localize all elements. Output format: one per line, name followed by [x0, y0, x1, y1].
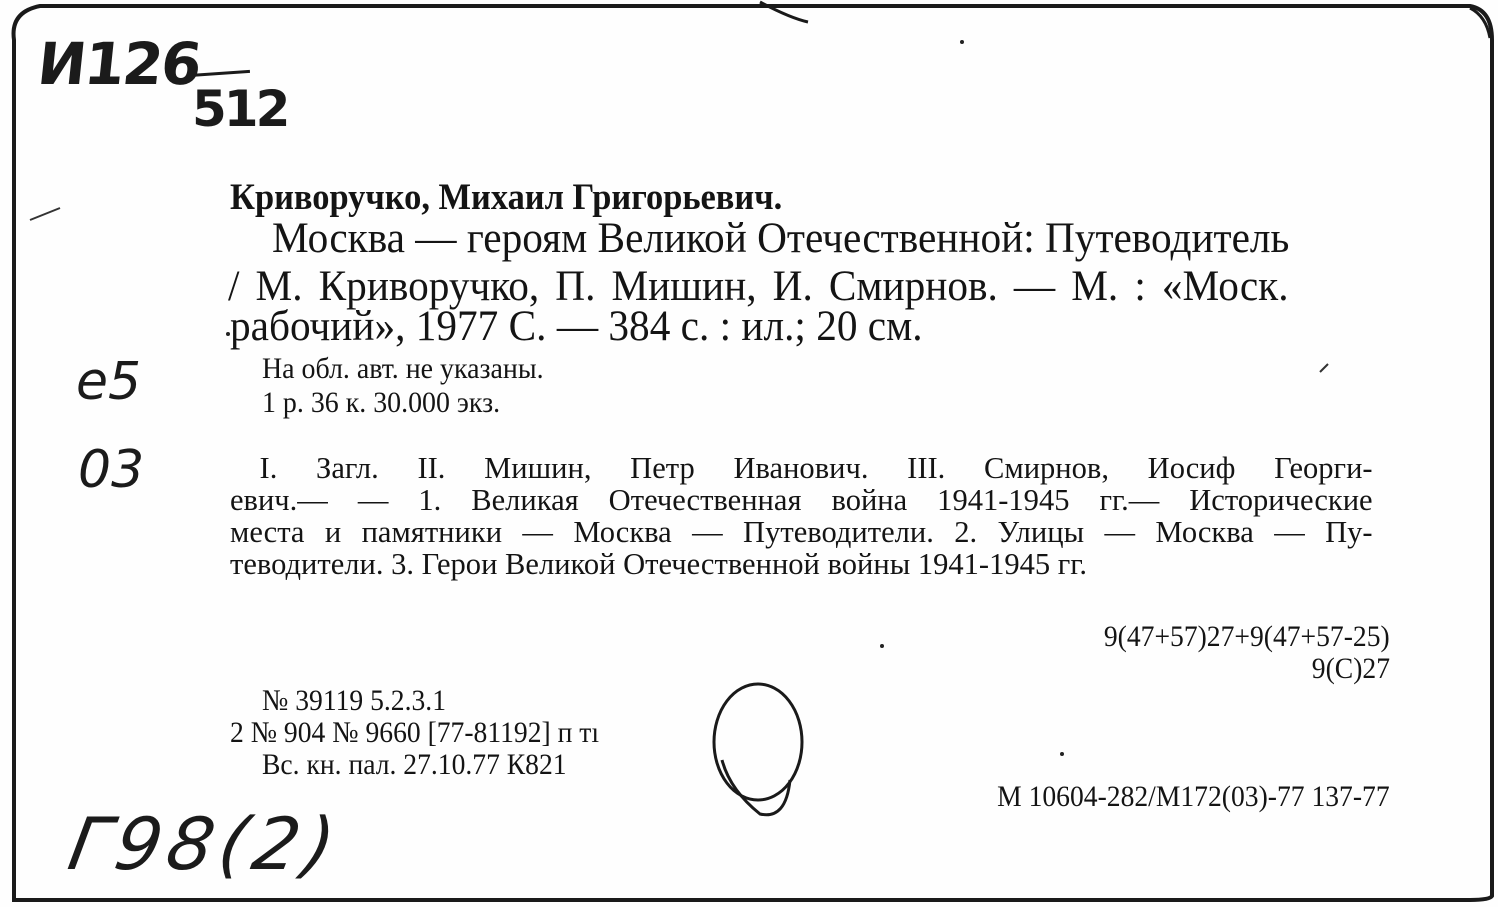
handwritten-mark-1: е5 [76, 352, 142, 412]
handwritten-call-number: И126 [34, 30, 204, 98]
tracing-line: евич.— — 1. Великая Отечественная война 1941-1945 гг.— Исторические [230, 482, 1373, 517]
speck [960, 40, 964, 44]
tracing-line: теводители. 3. Герои Великой Отечественной войны 1941-1945 гг. [230, 546, 1088, 581]
handwritten-bottom-note: Г98(2) [62, 802, 348, 886]
title-line-2: / М. Криворучко, П. Мишин, И. Смирнов. — М. : «Моск. [228, 263, 1289, 310]
handwritten-call-number-sub: 512 [192, 80, 288, 138]
note-price: 1 р. 36 к. 30.000 экз. [262, 386, 501, 419]
speck [226, 332, 230, 336]
bottom-line-4: М 10604-282/М172(03)-77 137-77 [997, 780, 1390, 813]
author-heading: Криворучко, Михаил Григорьевич. [230, 177, 783, 218]
classification-1: 9(47+57)27+9(47+57-25) [1104, 620, 1390, 653]
tracings-paragraph [230, 452, 1390, 580]
speck [1060, 752, 1064, 756]
note-cover: На обл. авт. не указаны. [262, 352, 544, 385]
speck [880, 644, 884, 648]
bottom-line-3: Вс. кн. пал. 27.10.77 К821 [262, 748, 567, 781]
title-line-3: рабочий», 1977 С. — 384 с. : ил.; 20 см. [230, 303, 923, 350]
classification-2: 9(С)27 [1311, 652, 1390, 685]
bottom-line-1: № 39119 5.2.3.1 [262, 684, 447, 717]
bottom-line-2: 2 № 904 № 9660 [77-81192] п тı [230, 716, 600, 749]
tracing-line: места и памятники — Москва — Путеводители. 2. Улицы — Москва — Пу- [230, 514, 1373, 549]
title-line-1: Москва — героям Великой Отечественной: Путеводитель [272, 215, 1290, 262]
handwritten-mark-2: 03 [78, 440, 145, 500]
tracing-line: I. Загл. II. Мишин, Петр Иванович. III. Смирнов, Иосиф Георги- [259, 450, 1373, 485]
